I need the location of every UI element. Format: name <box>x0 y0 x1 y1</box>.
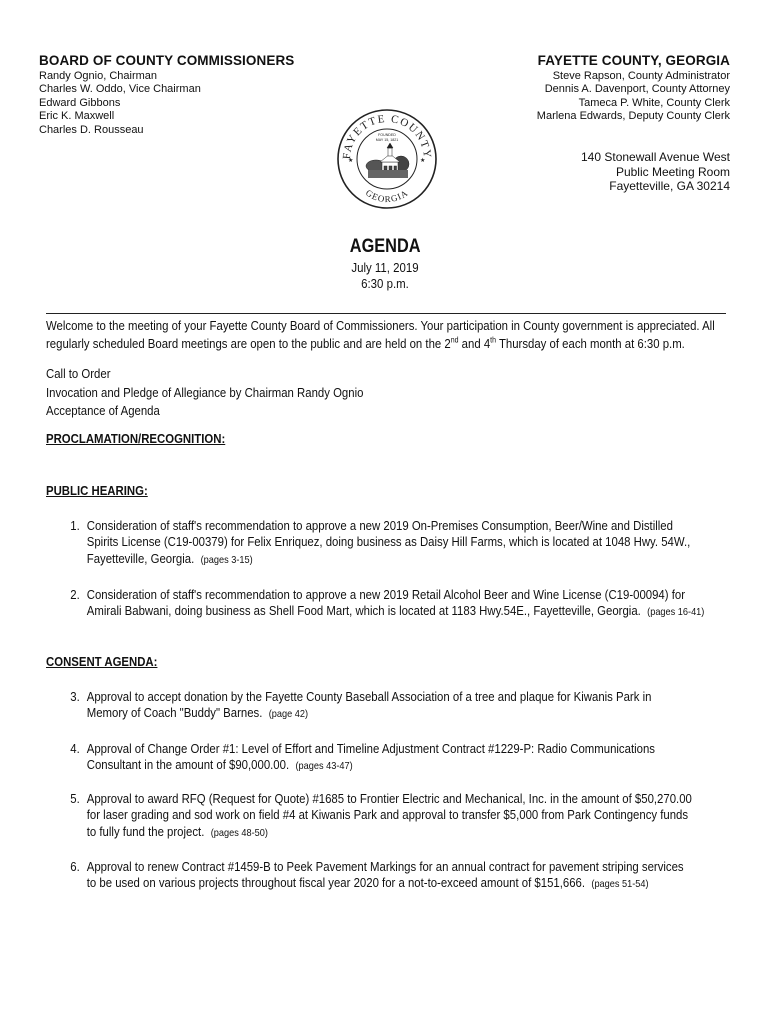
intro-line: regularly scheduled Board meetings are open to the public and are held on the 2nd and 4th Thursday of each month at 6:30 p.m. <box>46 335 685 351</box>
agenda-date: July 11, 2019 <box>351 260 419 275</box>
item-line: to be used on various projects throughout fiscal year 2020 for a not-to-exceed amount of $151,666. <box>86 875 586 891</box>
board-block <box>39 53 329 137</box>
section-heading-consent: CONSENT AGENDA: <box>46 654 158 669</box>
item-number: 6. <box>70 859 80 874</box>
item-line: for laser grading and sod work on field #4 at Kiwanis Park and approval to transfer $5,000 from Park Contingency funds <box>86 807 689 823</box>
item-line: Approval to renew Contract #1459-B to Peek Pavement Markings for an annual contract for pavement striping services <box>86 859 684 874</box>
agenda-title: AGENDA <box>349 236 421 257</box>
item-pages: (pages 16-41) <box>647 606 705 619</box>
agenda-item <box>64 741 755 775</box>
item-pages: (page 42) <box>268 708 309 721</box>
commissioner-name: Charles D. Rousseau <box>39 123 144 136</box>
item-pages: (pages 43-47) <box>295 760 353 773</box>
county-title: FAYETTE COUNTY, GEORGIA <box>537 53 730 68</box>
commissioner-name: Eric K. Maxwell <box>39 110 115 123</box>
agenda-item <box>64 518 755 568</box>
address-line: Public Meeting Room <box>615 164 730 179</box>
staff-name: Steve Rapson, County Administrator <box>552 70 730 82</box>
commissioner-name: Charles W. Oddo, Vice Chairman <box>39 83 201 96</box>
agenda-item <box>64 791 755 841</box>
opening-item: Invocation and Pledge of Allegiance by Chairman Randy Ognio <box>46 384 364 400</box>
commissioner-name: Edward Gibbons <box>39 96 121 109</box>
agenda-item <box>64 859 755 893</box>
item-line: Spirits License (C19-00379) for Felix Enriquez, doing business as Daisy Hill Farms, which is located at 1048 Hwy. 54W., <box>86 534 691 550</box>
item-line: Approval to award RFQ (Request for Quote) #1685 to Frontier Electric and Mechanical, Inc. in the amount of $50,270.00 <box>86 791 692 806</box>
opening-item: Call to Order <box>46 366 111 381</box>
address-line: 140 Stonewall Avenue West <box>581 150 730 164</box>
section-heading-proclamation: PROCLAMATION/RECOGNITION: <box>46 431 226 446</box>
item-number: 5. <box>70 791 80 806</box>
star-icon: ★ <box>420 158 426 164</box>
divider <box>46 313 726 314</box>
item-pages: (pages 48-50) <box>210 826 268 839</box>
seal-founded-text: FOUNDED <box>378 133 396 137</box>
opening-item: Acceptance of Agenda <box>46 403 160 418</box>
item-number: 1. <box>70 518 80 533</box>
item-line: Fayetteville, Georgia. <box>86 550 195 566</box>
item-number: 3. <box>70 689 80 704</box>
item-line: Consideration of staff's recommendation to approve a new 2019 On-Premises Consumption, Beer/Wine and Distilled <box>86 518 673 533</box>
county-seal-logo <box>336 104 438 214</box>
item-number: 4. <box>70 741 80 756</box>
item-line: Amirali Babwani, doing business as Shell Food Mart, which is located at 1183 Hwy.54E., Fayetteville, Georgia. <box>86 603 641 619</box>
agenda-item <box>64 587 755 621</box>
item-line: to fully fund the project. <box>86 823 205 839</box>
item-number: 2. <box>70 587 80 602</box>
welcome-paragraph <box>46 317 729 352</box>
item-line: Approval to accept donation by the Fayette County Baseball Association of a tree and plaque for Kiwanis Park in <box>86 689 652 704</box>
item-pages: (pages 51-54) <box>591 878 649 891</box>
agenda-time: 6:30 p.m. <box>361 275 409 291</box>
section-heading-public-hearing: PUBLIC HEARING: <box>46 483 148 498</box>
seal-founded-date: MAY 15, 1821 <box>375 138 399 142</box>
staff-name: Tameca P. White, County Clerk <box>578 96 730 109</box>
address-line: Fayetteville, GA 30214 <box>609 179 730 194</box>
opening-list <box>46 365 729 421</box>
meeting-address <box>470 150 730 194</box>
staff-name: Marlena Edwards, Deputy County Clerk <box>536 110 730 123</box>
svg-text:GEORGIA <box>364 188 410 205</box>
item-line: Consideration of staff's recommendation to approve a new 2019 Retail Alcohol Beer and Wine License (C19-00094) for <box>86 587 685 602</box>
agenda-item <box>64 689 755 723</box>
item-line: Consultant in the amount of $90,000.00. <box>86 757 290 773</box>
board-title: BOARD OF COUNTY COMMISSIONERS <box>39 53 295 68</box>
commissioner-name: Randy Ognio, Chairman <box>39 70 158 82</box>
staff-name: Dennis A. Davenport, County Attorney <box>544 83 730 96</box>
item-line: Approval of Change Order #1: Level of Effort and Timeline Adjustment Contract #1229-P: Radio Communications <box>86 741 655 756</box>
seal-top-text: FAYETTE COUNTY <box>340 112 434 160</box>
item-pages: (pages 3-15) <box>200 553 253 566</box>
intro-line: Welcome to the meeting of your Fayette County Board of Commissioners. Your participation in County government is appreciated. All <box>46 318 715 333</box>
item-line: Memory of Coach "Buddy" Barnes. <box>86 705 263 721</box>
agenda-heading <box>0 236 770 291</box>
county-block <box>410 53 730 124</box>
seal-bottom-text: GEORGIA <box>363 187 411 205</box>
star-icon: ★ <box>348 158 354 164</box>
